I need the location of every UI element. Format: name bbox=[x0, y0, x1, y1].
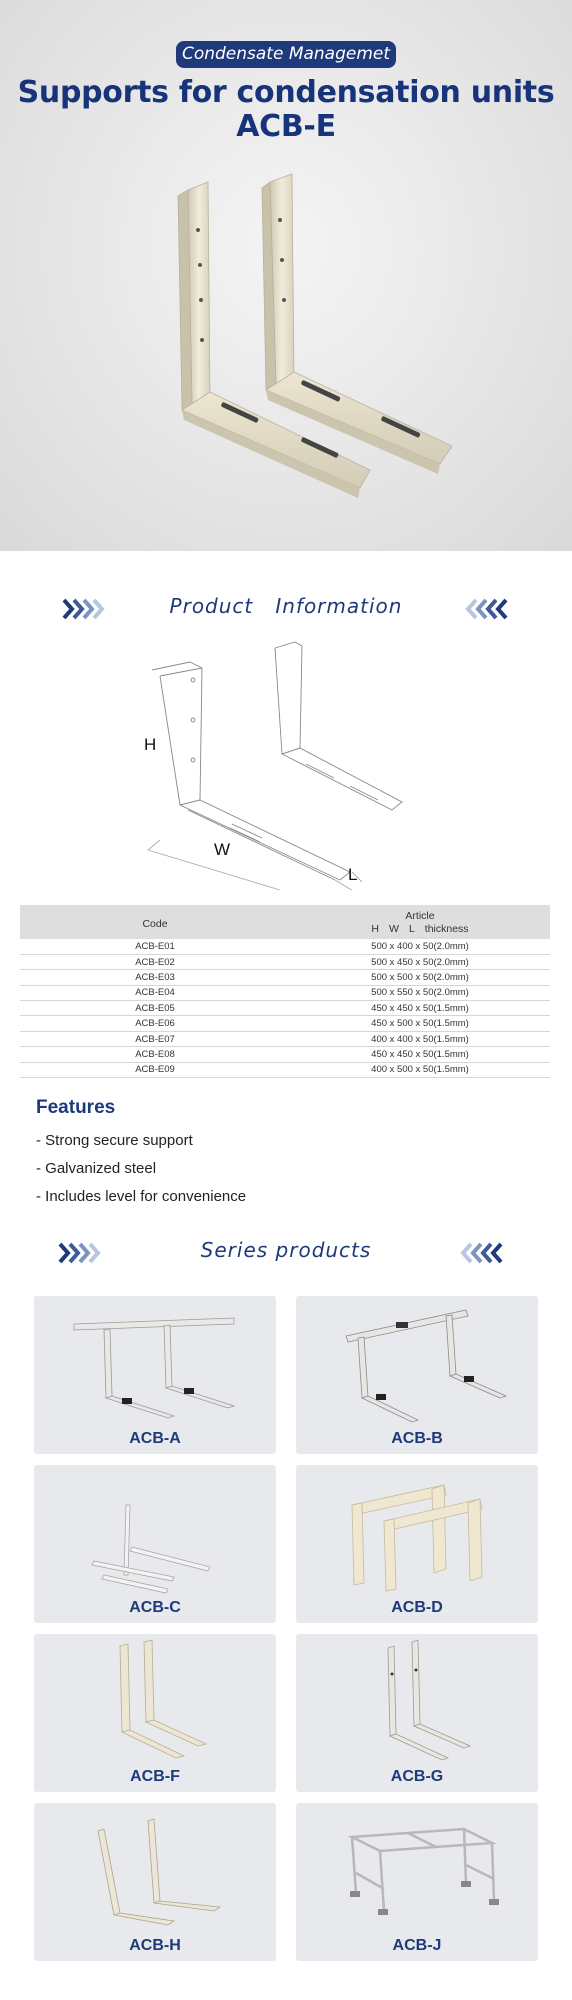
page-title-line2: ACB-E bbox=[236, 109, 336, 144]
chevrons-left-icon bbox=[455, 1242, 503, 1264]
table-row: ACB-E05 450 x 450 x 50(1.5mm) bbox=[20, 1001, 550, 1016]
table-row: ACB-E04 500 x 550 x 50(2.0mm) bbox=[20, 985, 550, 1000]
chevrons-left-icon bbox=[460, 598, 508, 620]
series-header bbox=[0, 1232, 572, 1272]
hero-section bbox=[0, 0, 572, 551]
product-info-title: Product Information bbox=[169, 594, 403, 618]
dim-label-h: H bbox=[144, 735, 157, 754]
spec-table bbox=[20, 905, 550, 1078]
series-label: ACB-B bbox=[391, 1430, 443, 1447]
series-label: ACB-G bbox=[390, 1768, 444, 1785]
table-row: ACB-E07 400 x 400 x 50(1.5mm) bbox=[20, 1031, 550, 1046]
product-image-acb-h bbox=[34, 1803, 276, 1933]
product-info-header bbox=[0, 588, 572, 628]
series-card-acb-a[interactable] bbox=[34, 1296, 276, 1454]
series-card-acb-g[interactable] bbox=[296, 1634, 538, 1792]
table-subheaders: H W L thickness bbox=[290, 923, 550, 939]
page-title bbox=[0, 76, 572, 144]
series-label: ACB-J bbox=[392, 1937, 442, 1954]
hero-product-image bbox=[170, 170, 470, 510]
features-list bbox=[36, 1131, 246, 1215]
page-title-line1: Supports for condensation units bbox=[17, 75, 555, 110]
series-card-acb-f[interactable] bbox=[34, 1634, 276, 1792]
feature-item: - Galvanized steel bbox=[36, 1160, 157, 1177]
product-image-acb-j bbox=[296, 1803, 538, 1933]
feature-item: - Strong secure support bbox=[36, 1132, 193, 1149]
series-card-acb-c[interactable] bbox=[34, 1465, 276, 1623]
product-image-acb-b bbox=[296, 1296, 538, 1426]
category-badge: Condensate Managemet bbox=[176, 41, 396, 68]
series-card-acb-j[interactable] bbox=[296, 1803, 538, 1961]
dim-label-l: L bbox=[348, 865, 358, 884]
series-title: Series products bbox=[200, 1238, 372, 1262]
product-image-acb-d bbox=[296, 1465, 538, 1595]
features-title: Features bbox=[36, 1097, 116, 1118]
product-image-acb-f bbox=[34, 1634, 276, 1764]
dimension-diagram bbox=[130, 640, 420, 890]
series-label: ACB-F bbox=[130, 1768, 180, 1785]
product-image-acb-g bbox=[296, 1634, 538, 1764]
series-label: ACB-A bbox=[129, 1430, 181, 1447]
dim-label-w: W bbox=[214, 840, 231, 859]
table-row: ACB-E08 450 x 450 x 50(1.5mm) bbox=[20, 1047, 550, 1062]
table-row: ACB-E01 500 x 400 x 50(2.0mm) bbox=[20, 939, 550, 954]
table-row: ACB-E02 500 x 450 x 50(2.0mm) bbox=[20, 954, 550, 969]
series-card-acb-d[interactable] bbox=[296, 1465, 538, 1623]
table-header-code: Code bbox=[20, 905, 290, 939]
table-row: ACB-E03 500 x 500 x 50(2.0mm) bbox=[20, 970, 550, 985]
series-card-acb-h[interactable] bbox=[34, 1803, 276, 1961]
series-card-acb-b[interactable] bbox=[296, 1296, 538, 1454]
product-image-acb-a bbox=[34, 1296, 276, 1426]
product-image-acb-c bbox=[34, 1465, 276, 1595]
table-row: ACB-E09 400 x 500 x 50(1.5mm) bbox=[20, 1062, 550, 1077]
series-label: ACB-H bbox=[129, 1937, 181, 1954]
series-label: ACB-C bbox=[129, 1599, 181, 1616]
series-label: ACB-D bbox=[391, 1599, 443, 1616]
table-header-article: Article bbox=[290, 905, 550, 923]
feature-item: - Includes level for convenience bbox=[36, 1188, 247, 1205]
table-row: ACB-E06 450 x 500 x 50(1.5mm) bbox=[20, 1016, 550, 1031]
